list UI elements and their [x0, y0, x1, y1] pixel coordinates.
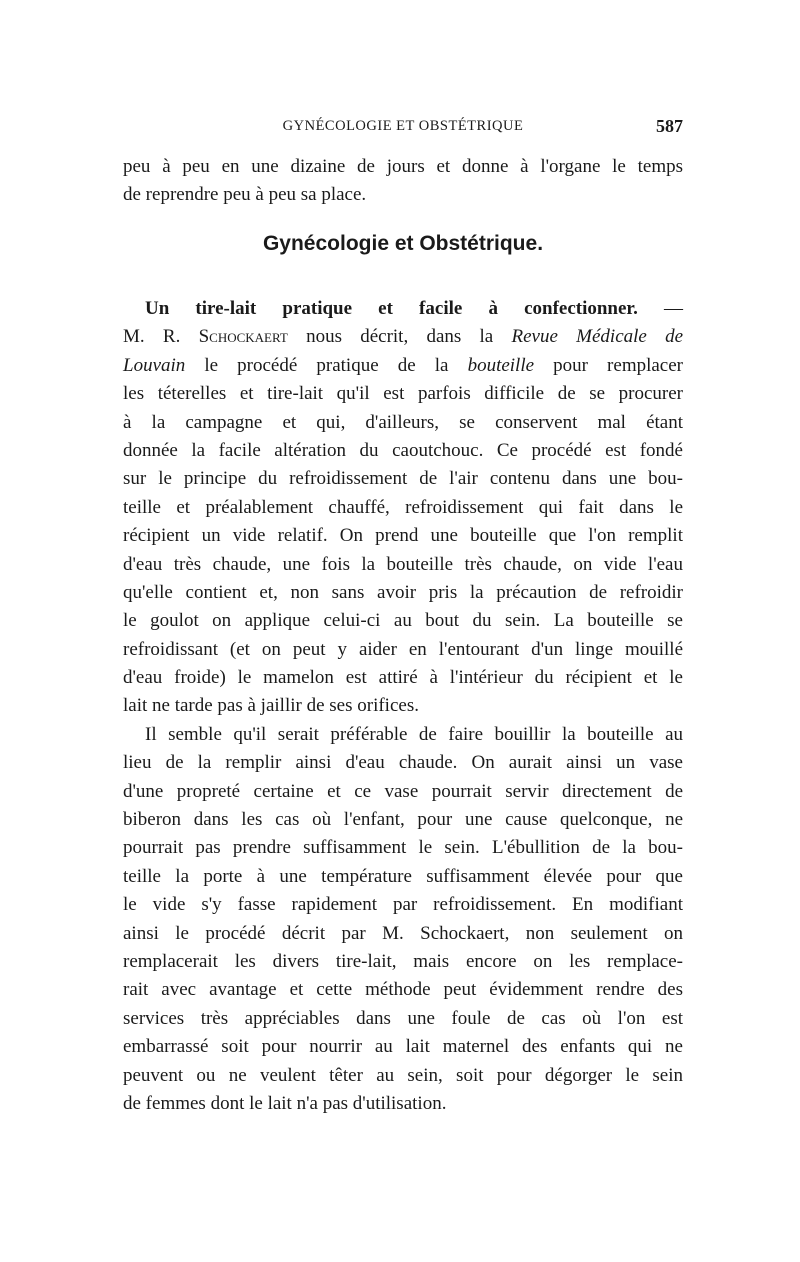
text-line: peu à peu en une dizaine de jours et donne à l'organe le temps	[123, 156, 683, 177]
text-line: biberon dans les cas où l'enfant, pour une cause quelconque, ne	[123, 809, 683, 831]
text-line: peuvent ou ne veulent têter au sein, soit pour dégorger le sein	[123, 1064, 683, 1086]
text-line: refroidissant (et on peut y aider en l'entourant d'un linge mouillé	[123, 638, 683, 660]
title-dash: —	[664, 298, 683, 319]
author-prefix: M. R.	[123, 326, 181, 348]
text-line: pourrait pas prendre suffisamment le sein. L'ébullition de la bou-	[123, 837, 683, 859]
continuation-paragraph	[123, 153, 683, 210]
text-line	[123, 323, 683, 351]
page-number: 587	[656, 116, 683, 136]
text-line: teille et préalablement chauffé, refroidissement qui fait dans le	[123, 496, 683, 518]
line-text: le procédé pratique de la	[204, 354, 449, 376]
article-body	[123, 295, 683, 1118]
text-line: ainsi le procédé décrit par M. Schockaert, non seulement on	[123, 922, 683, 944]
intro-text: nous décrit, dans la	[306, 326, 494, 348]
text-line: lieu de la remplir ainsi d'eau chaude. On aurait ainsi un vase	[123, 752, 683, 774]
text-line: lait ne tarde pas à jaillir de ses orifices.	[123, 695, 419, 717]
text-line: le vide s'y fasse rapidement par refroidissement. En modifiant	[123, 894, 683, 916]
author-name: Schockaert	[198, 326, 288, 348]
text-line	[123, 352, 683, 380]
text-line: récipient un vide relatif. On prend une bouteille que l'on remplit	[123, 525, 683, 547]
line-text: pour remplacer	[553, 354, 684, 376]
text-line: teille la porte à une température suffisamment élevée pour que	[123, 865, 683, 887]
journal-title-end: Louvain	[123, 354, 186, 376]
article-title: Un tire-lait pratique et facile à confectionner.	[145, 298, 638, 319]
text-line: de femmes dont le lait n'a pas d'utilisation.	[123, 1092, 447, 1114]
text-line: à la campagne et qui, d'ailleurs, se conservent mal étant	[123, 411, 683, 433]
text-line: le goulot on applique celui-ci au bout du sein. La bouteille se	[123, 610, 683, 632]
text-line: embarrassé soit pour nourrir au lait maternel des enfants qui ne	[123, 1036, 683, 1058]
text-line: rait avec avantage et cette méthode peut évidemment rendre des	[123, 979, 683, 1001]
text-line: d'eau très chaude, une fois la bouteille très chaude, on vide l'eau	[123, 553, 683, 575]
text-line: sur le principe du refroidissement de l'air contenu dans une bou-	[123, 468, 683, 490]
article-title-line	[123, 295, 683, 323]
text-line: remplacerait les divers tire-lait, mais encore on les remplace-	[123, 950, 683, 972]
text-line: services très appréciables dans une foule de cas où l'on est	[123, 1007, 683, 1029]
text-line: les téterelles et tire-lait qu'il est parfois difficile de se procurer	[123, 383, 683, 405]
journal-title: Revue Médicale de	[511, 326, 684, 348]
text-line: d'eau froide) le mamelon est attiré à l'intérieur du récipient et le	[123, 667, 683, 689]
running-title: GYNÉCOLOGIE ET OBSTÉTRIQUE	[282, 118, 524, 134]
text-line: Il semble qu'il serait préférable de faire bouillir la bouteille au	[145, 723, 683, 745]
text-line: d'une propreté certaine et ce vase pourrait servir directement de	[123, 780, 683, 802]
text-line: qu'elle contient et, non sans avoir pris la précaution de refroidir	[123, 581, 683, 603]
running-head	[123, 118, 683, 140]
text-line: donnée la facile altération du caoutchouc. Ce procédé est fondé	[123, 439, 683, 461]
bottle-word: bouteille	[467, 354, 535, 376]
text-line: de reprendre peu à peu sa place.	[123, 184, 367, 206]
section-heading: Gynécologie et Obstétrique.	[262, 232, 544, 255]
